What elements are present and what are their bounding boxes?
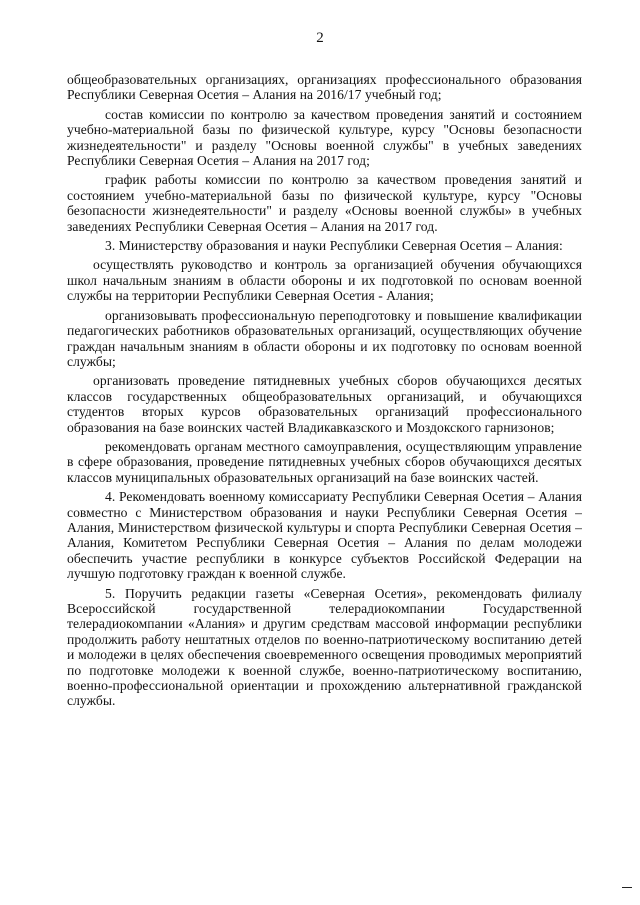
document-body [67, 72, 582, 713]
paragraph: организовать проведение пятидневных учебных сборов обучающихся десятых классов государственных общеобразовательных организаций, и обучающихся студентов вторых курсов образовательных организаций профессионального образования на базе воинских частей Владикавказского и Моздокского гарнизонов; [67, 373, 582, 435]
paragraph: состав комиссии по контролю за качеством проведения занятий и состоянием учебно-материальной базы по физической культуре, курсу "Основы безопасности жизнедеятельности" и разделу "Основы военной службы" в учебных заведениях Республики Северная Осетия – Алания на 2017 год; [67, 106, 582, 169]
paragraph: организовывать профессиональную переподготовку и повышение квалификации педагогических работников образовательных организаций, осуществляющих обучение граждан начальным знаниям в области обороны и их подготовку по основам военной службы; [67, 307, 582, 369]
paragraph: рекомендовать органам местного самоуправления, осуществляющим управление в сфере образования, проведение пятидневных учебных сборов обучающихся десятых классов муниципальных образовательных организаций на базе воинских частей. [67, 438, 582, 485]
paragraph: осуществлять руководство и контроль за организацией обучения обучающихся школ начальным знаниям в области обороны и их подготовкой по основам военной службы на территории Республики Северная Осетия - Алания; [67, 257, 582, 304]
paragraph: общеобразовательных организациях, организациях профессионального образования Республики Северная Осетия – Алания на 2016/17 учебный год; [67, 72, 582, 103]
paragraph: график работы комиссии по контролю за качеством проведения занятий и состоянием учебно-материальной базы по физической культуре, курсу "Основы безопасности жизнедеятельности" и разделу «Основы военной службы» в учебных заведениях Республики Северная Осетия – Алания на 2017 год. [67, 172, 582, 234]
paragraph: 3. Министерству образования и науки Республики Северная Осетия – Алания: [105, 238, 563, 254]
paragraph: 5. Поручить редакции газеты «Северная Осетия», рекомендовать филиалу Всероссийской государственной телерадиокомпании Государственной телерадиокомпании «Алания» и другим средствам массовой информации республики продолжить работу нештатных отделов по военно-патриотическому воспитанию детей и молодежи в целях обеспечения своевременного освещения проводимых мероприятий по подготовке молодежи к военной службе, военно-патриотическому воспитанию, военно-профессиональной ориентации и прохождению альтернативной гражданской службы. [67, 585, 582, 709]
footer-dash [622, 887, 632, 888]
page-number: 2 [316, 30, 324, 46]
paragraph: 4. Рекомендовать военному комиссариату Республики Северная Осетия – Алания совместно с Министерством образования и науки Республики Северная Осетия – Алания, Министерством физической культуры и спорта Республики Северная Осетия – Алания, Комитетом Республики Северная Осетия – Алания по делам молодежи обеспечить участие республики в конкурсе субъектов Российской Федерации на лучшую подготовку граждан к военной службе. [67, 489, 582, 582]
